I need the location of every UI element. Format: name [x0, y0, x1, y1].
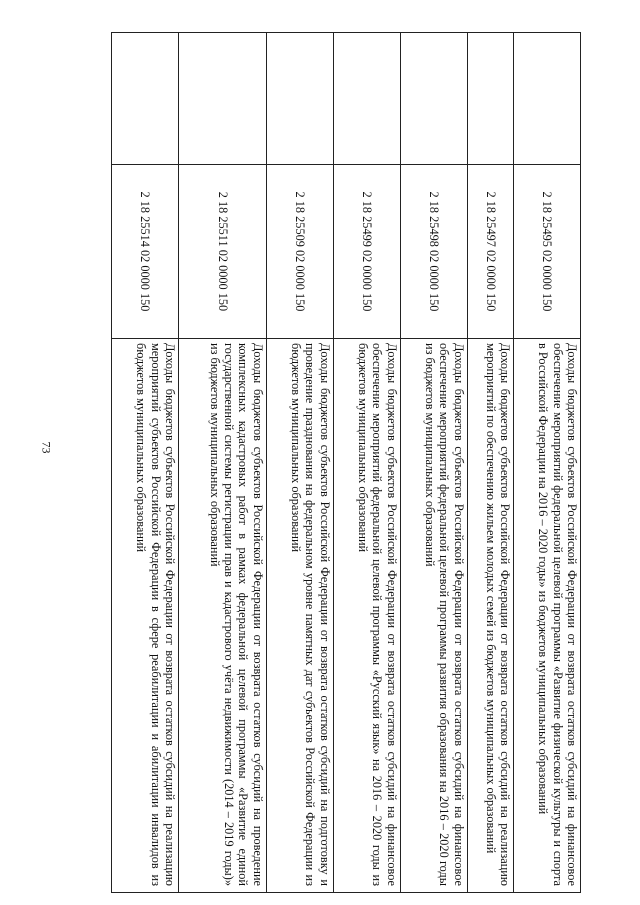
code-cell: 2 18 25499 02 0000 150	[333, 165, 400, 339]
code-cell: 2 18 25497 02 0000 150	[467, 165, 513, 339]
description-cell: Доходы бюджетов субъектов Российской Федерации от возврата остатков субсидий на реализацию мероприятий по обеспечению жильем молодых семей из бюджетов муниципальных образований	[467, 339, 513, 893]
description-cell: Доходы бюджетов субъектов Российской Федерации от возврата остатков субсидий на реализацию мероприятий субъектов Российской Федерации в сфере реабилитации и абилитации инвалидов из бюджетов муниципальных образований	[112, 339, 179, 893]
description-cell: Доходы бюджетов субъектов Российской Федерации от возврата остатков субсидий на финансовое обеспечение мероприятий федеральной целевой программы развития образования на 2016 – 2020 годы из бюджетов муниципальных образований	[400, 339, 467, 893]
table-row	[179, 33, 267, 893]
table-row	[266, 33, 333, 893]
code-cell: 2 18 25498 02 0000 150	[400, 165, 467, 339]
page-number: 73	[39, 441, 54, 454]
description-cell: Доходы бюджетов субъектов Российской Федерации от возврата остатков субсидий на проведение комплексных кадастровых работ в рамках федеральной целевой программы «Развитие единой государственной системы регистрации прав и кадастрового учёта недвижимости (2014 – 2019 годы)» из бюджетов муниципальных образований	[179, 339, 267, 893]
empty-cell	[266, 33, 333, 165]
empty-cell	[514, 33, 581, 165]
code-cell: 2 18 25514 02 0000 150	[112, 165, 179, 339]
table-row	[333, 33, 400, 893]
empty-cell	[467, 33, 513, 165]
description-cell: Доходы бюджетов субъектов Российской Федерации от возврата остатков субсидий на финансовое обеспечение мероприятий федеральной целевой программы «Русский язык» на 2016 – 2020 годы из бюджетов муниципальных образований	[333, 339, 400, 893]
empty-cell	[333, 33, 400, 165]
code-cell: 2 18 25495 02 0000 150	[514, 165, 581, 339]
income-codes-table	[111, 32, 581, 893]
code-cell: 2 18 25509 02 0000 150	[266, 165, 333, 339]
empty-cell	[400, 33, 467, 165]
description-cell: Доходы бюджетов субъектов Российской Федерации от возврата остатков субсидий на финансовое обеспечение мероприятий федеральной целевой программы «Развитие физической культуры и спорта в Российской Федерации на 2016 – 2020 годы» из бюджетов муниципальных образований	[514, 339, 581, 893]
empty-cell	[112, 33, 179, 165]
rotated-page-content	[111, 32, 581, 892]
table-row	[400, 33, 467, 893]
table-row	[467, 33, 513, 893]
empty-cell	[179, 33, 267, 165]
table-row	[112, 33, 179, 893]
code-cell: 2 18 25511 02 0000 150	[179, 165, 267, 339]
table-row	[514, 33, 581, 893]
description-cell: Доходы бюджетов субъектов Российской Федерации от возврата остатков субсидий на подготовку и проведение празднования на федеральном уровне памятных дат субъектов Российской Федерации из бюджетов муниципальных образований	[266, 339, 333, 893]
